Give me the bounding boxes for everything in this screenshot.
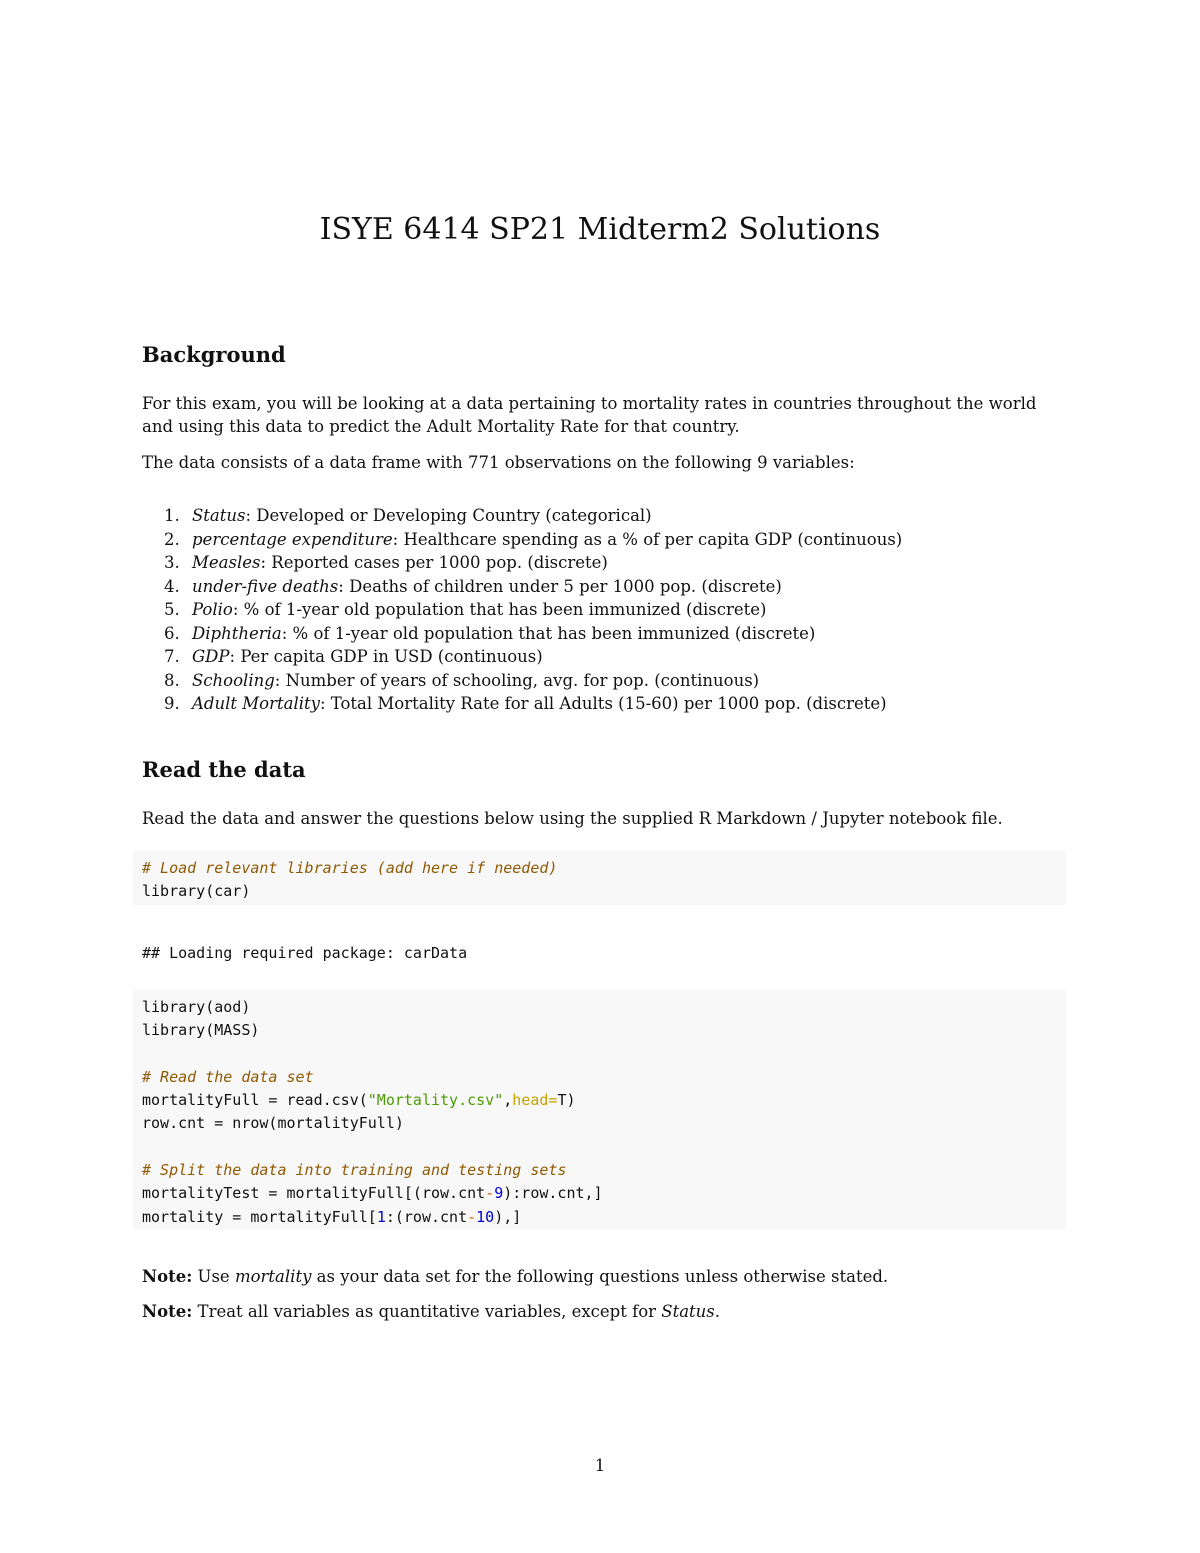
- variable-name: Schooling: [192, 670, 275, 690]
- variable-description: : Healthcare spending as a % of per capita GDP (continuous): [392, 529, 903, 549]
- read-data-paragraph: Read the data and answer the questions below using the supplied R Markdown / Jupyter notebook file.: [142, 809, 1003, 828]
- note-text: Treat all variables as quantitative variables, except for: [192, 1302, 662, 1321]
- code-comment: # Load relevant libraries (add here if needed): [142, 859, 558, 877]
- code-comment: # Read the data set: [142, 1067, 314, 1086]
- code-text: ):row.cnt,]: [503, 1184, 603, 1203]
- code-line: library(car): [142, 882, 251, 901]
- variable-name: percentage expenditure: [192, 529, 393, 549]
- note-emphasis: Status: [661, 1302, 715, 1321]
- page-title: ISYE 6414 SP21 Midterm2 Solutions: [319, 212, 881, 247]
- code-text: :(row.cnt: [385, 1207, 468, 1226]
- list-item-number: 8.: [164, 670, 180, 690]
- note-emphasis: mortality: [234, 1267, 312, 1286]
- page-number: 1: [594, 1456, 606, 1475]
- code-text: T): [557, 1091, 576, 1110]
- background-paragraph: For this exam, you will be looking at a data pertaining to mortality rates in countries throughout the world and using this data to predict the Adult Mortality Rate for that country.: [142, 394, 1037, 436]
- list-item: [164, 598, 1122, 622]
- code-string: "Mortality.csv": [367, 1091, 504, 1110]
- code-line: library(MASS): [142, 1021, 260, 1040]
- list-item: [164, 575, 1122, 599]
- variable-description: : Number of years of schooling, avg. for pop. (continuous): [274, 670, 760, 690]
- code-output: ## Loading required package: carData: [142, 944, 468, 962]
- code-block-libraries: [133, 851, 1066, 905]
- variable-name: Diphtheria: [192, 623, 282, 643]
- note-text: Use: [192, 1267, 235, 1286]
- code-text: mortalityFull = read.csv(: [142, 1091, 368, 1110]
- variable-description: : Per capita GDP in USD (continuous): [229, 647, 543, 666]
- list-item-number: 7.: [164, 647, 180, 666]
- variable-description: : % of 1-year old population that has been immunized (discrete): [232, 600, 767, 619]
- list-item-number: 9.: [164, 694, 180, 713]
- code-operator: -: [485, 1184, 495, 1203]
- list-item: [164, 669, 1122, 693]
- list-item: [164, 504, 1122, 528]
- list-item: [164, 622, 1122, 646]
- list-item: [164, 528, 1122, 552]
- note-label: Note:: [142, 1302, 193, 1321]
- note-text: as your data set for the following questions unless otherwise stated.: [311, 1267, 889, 1286]
- variable-description: : Deaths of children under 5 per 1000 pop. (discrete): [338, 576, 782, 596]
- variable-list: [142, 504, 1122, 716]
- code-line: library(aod): [142, 998, 251, 1016]
- variable-name: GDP: [192, 647, 230, 666]
- variable-description: : % of 1-year old population that has been immunized (discrete): [281, 623, 816, 643]
- variable-description: : Total Mortality Rate for all Adults (15-60) per 1000 pop. (discrete): [319, 694, 887, 713]
- note-quantitative-variables: [142, 1300, 1072, 1323]
- code-line: row.cnt = nrow(mortalityFull): [142, 1114, 404, 1133]
- variable-name: Polio: [192, 600, 233, 619]
- code-comment: # Split the data into training and testing sets: [142, 1161, 567, 1180]
- list-item: [164, 692, 1122, 716]
- code-number: 10: [476, 1207, 495, 1226]
- note-mortality-dataset: [142, 1265, 1072, 1288]
- code-text: ,: [503, 1091, 513, 1110]
- read-data-heading: Read the data: [142, 757, 306, 782]
- variable-description: : Developed or Developing Country (categorical): [245, 506, 652, 525]
- code-text: mortality = mortalityFull[: [142, 1207, 377, 1226]
- list-item-number: 4.: [164, 576, 180, 596]
- code-operator: -: [467, 1207, 477, 1226]
- background-heading: Background: [142, 342, 286, 367]
- code-keyword: head=: [512, 1091, 558, 1110]
- list-item: [164, 645, 1122, 669]
- variable-name: Measles: [192, 553, 261, 572]
- list-item-number: 5.: [164, 600, 180, 619]
- variable-name: Adult Mortality: [192, 694, 320, 713]
- list-item-number: 3.: [164, 553, 180, 572]
- code-number: 9: [494, 1184, 504, 1203]
- list-item-number: 6.: [164, 623, 180, 643]
- code-number: 1: [376, 1207, 386, 1226]
- data-description-paragraph: The data consists of a data frame with 771 observations on the following 9 variables:: [142, 453, 855, 472]
- code-text: ),]: [494, 1207, 522, 1226]
- variable-name: under-five deaths: [192, 576, 339, 596]
- note-text: .: [714, 1302, 721, 1321]
- code-block-read-data: [133, 990, 1066, 1230]
- list-item: [164, 551, 1122, 575]
- list-item-number: 1.: [164, 506, 180, 525]
- code-text: mortalityTest = mortalityFull[(row.cnt: [142, 1184, 486, 1203]
- note-label: Note:: [142, 1267, 193, 1286]
- variable-description: : Reported cases per 1000 pop. (discrete): [260, 553, 608, 572]
- list-item-number: 2.: [164, 529, 180, 549]
- variable-name: Status: [192, 506, 246, 525]
